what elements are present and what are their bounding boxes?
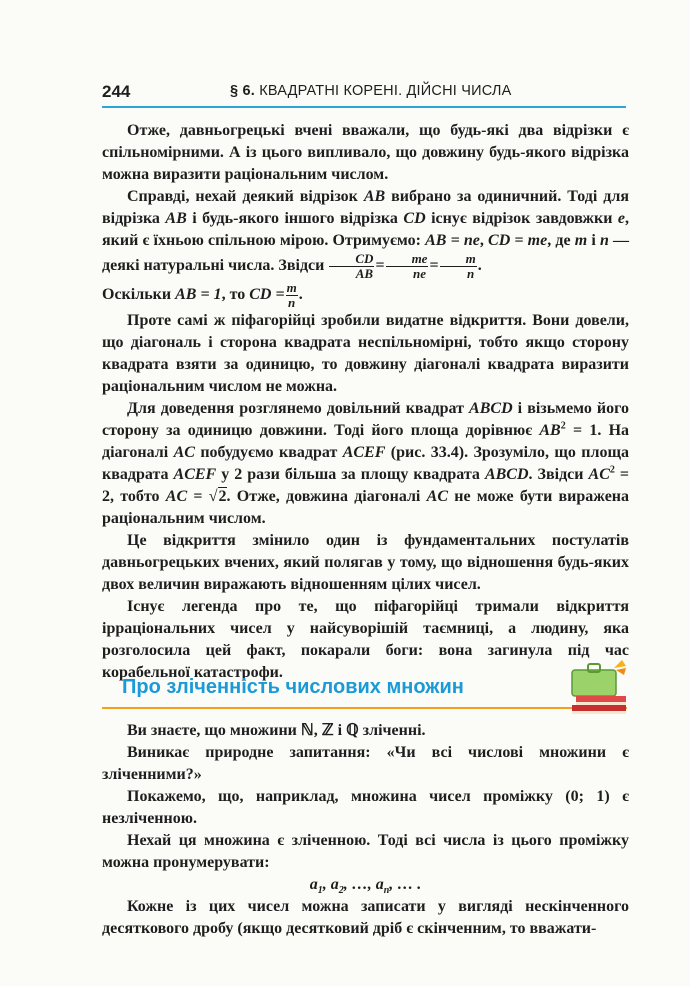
subscript: n <box>383 885 390 897</box>
page-number: 244 <box>102 82 131 101</box>
fraction-m-n <box>286 281 298 310</box>
text: і <box>587 232 600 249</box>
section-header <box>102 674 627 708</box>
chapter-name: КВАДРАТНІ КОРЕНІ. ДІЙСНІ ЧИСЛА <box>259 83 512 99</box>
var-ab: AB <box>165 210 187 227</box>
text: існує відрізок завдовжки <box>425 210 618 227</box>
page-header <box>102 80 626 108</box>
fraction-cd-ab <box>329 252 374 281</box>
text: Справді, нехай деякий відрізок <box>127 188 364 205</box>
var-n: n <box>599 232 609 249</box>
var-a: a <box>309 876 318 893</box>
text: у 2 рази більша за площу квадрата <box>216 466 485 483</box>
ellipsis: , …, <box>343 876 376 893</box>
equals-sign: = <box>375 257 385 275</box>
text: , який є їхньою спільною мірою. Отримуємо: <box>102 210 630 249</box>
paragraph-3 <box>102 281 629 310</box>
comma: , <box>322 876 331 893</box>
text: = 1. На діагоналі <box>102 422 630 461</box>
text: — деякі натуральні числа. Звідси <box>102 232 630 275</box>
paragraph-1: Отже, давньогрецькі вчені вважали, що будь-які два відрізки є спільномірними. А із цього випливало, що довжину будь-якого відрізка можна виразити раціональним числом. <box>102 122 629 183</box>
ellipsis: , … . <box>389 876 422 893</box>
denominator: AB <box>355 266 374 281</box>
equation-ab-one: AB = 1 <box>175 286 222 304</box>
chapter-title <box>230 83 511 99</box>
denominator: n <box>467 266 475 281</box>
text: і будь-якого іншого відрізка <box>186 210 404 227</box>
var-abcd: ABCD <box>469 400 513 417</box>
text: не може бути виражена раціональним числом. <box>102 488 630 527</box>
var-ac: AC <box>588 466 610 483</box>
var-acef: ACEF <box>173 466 217 483</box>
text: , то <box>221 286 250 304</box>
section-text <box>102 720 629 940</box>
exponent: 2 <box>560 420 566 432</box>
subscript: 1 <box>317 885 323 897</box>
var-cd: CD <box>403 210 426 227</box>
paragraph-8: Ви знаєте, що множини ℕ, ℤ і ℚ зліченні. <box>127 722 426 739</box>
numerator: m <box>286 280 297 295</box>
chapter-prefix: § 6. <box>230 83 255 99</box>
var-acef: ACEF <box>342 444 386 461</box>
var-e: e <box>617 210 626 227</box>
paragraph-6: Це відкриття змінило один із фундаментальних постулатів давньогрецьких вчених, який полягав у тому, що відношення будь-яких двох величин виражають відношенням цілих чисел. <box>102 532 629 593</box>
var-ac: AC <box>426 488 448 505</box>
text: і візьмемо його сторону за одиницю довжини. Тоді його площа дорівнює <box>102 400 629 439</box>
section-divider <box>102 707 627 709</box>
var-ac: AC <box>173 444 195 461</box>
text: . Звідси <box>528 466 589 483</box>
denominator: ne <box>413 266 426 281</box>
period: . <box>298 286 303 304</box>
paragraph-12: Кожне із цих чисел можна записати у вигляді нескінченного десяткового дробу (якщо десятковий дріб є скінченним, то вважати- <box>102 898 629 937</box>
radicand: 2 <box>218 488 227 505</box>
text: побудуємо квадрат <box>194 444 343 461</box>
paragraph-2 <box>102 186 629 281</box>
subscript: 2 <box>338 885 344 897</box>
paragraph-11: Нехай ця множина є зліченною. Тоді всі числа із цього проміжку можна пронумерувати: <box>102 832 629 871</box>
fraction-m-n <box>440 252 477 281</box>
period: . <box>477 257 482 275</box>
var-ab: AB <box>363 188 386 205</box>
numerator: m <box>440 252 477 267</box>
paragraph-5 <box>102 398 629 530</box>
equation-cd: CD = me <box>488 232 548 249</box>
books-with-butterfly-icon <box>566 656 634 718</box>
numerator: CD <box>329 252 374 267</box>
text: . Отже, довжина діагоналі <box>226 488 427 505</box>
text: вибрано за одиничний. Тоді для відрізка <box>102 188 629 227</box>
text: , <box>479 232 489 249</box>
var-abcd: ABCD <box>484 466 529 483</box>
equals-sign: = <box>429 257 439 275</box>
text: , де <box>547 232 575 249</box>
var-ab: AB <box>539 422 561 439</box>
equation-ab: AB = ne <box>425 232 480 249</box>
numerator: me <box>386 252 429 267</box>
equals-sign: = <box>187 488 209 505</box>
text: Для доведення розглянемо довільний квадрат <box>127 400 470 417</box>
denominator: n <box>288 295 296 310</box>
paragraph-7: Існує легенда про те, що піфагорійці тримали відкриття ірраціональних чисел у найсуворішій таємниці, а людину, яка розголосила цей факт, покарали боги: вона загинула під час корабельної катастрофи. <box>102 598 629 681</box>
text: = 2, тобто <box>102 466 629 505</box>
fraction-me-ne <box>386 252 429 281</box>
sqrt-symbol: √ <box>208 488 218 505</box>
paragraph-9: Виникає природне запитання: «Чи всі числові множини є зліченними?» <box>102 744 629 783</box>
text: (рис. 33.4). Зрозуміло, що площа квадрата <box>102 444 630 483</box>
paragraph-10: Покажемо, що, наприклад, множина чисел проміжку (0; 1) є незліченною. <box>102 788 629 827</box>
exponent: 2 <box>609 464 615 476</box>
var-a: a <box>375 876 384 893</box>
section-title: Про зліченність числових множин <box>122 676 464 698</box>
equation-cd: CD = <box>249 286 285 304</box>
var-a: a <box>330 876 339 893</box>
main-text <box>102 120 629 684</box>
var-ac: AC <box>165 488 188 505</box>
text: Оскільки <box>102 286 176 304</box>
var-m: m <box>574 232 588 249</box>
paragraph-4: Проте самі ж піфагорійці зробили видатне відкриття. Вони довели, що діагональ і сторона квадрата неспільномірні, тобто якщо сторону квадрата взяти за одиницю, то довжину діагоналі квадрата виразити раціональним числом не можна. <box>102 312 629 395</box>
sequence-formula <box>102 874 629 896</box>
